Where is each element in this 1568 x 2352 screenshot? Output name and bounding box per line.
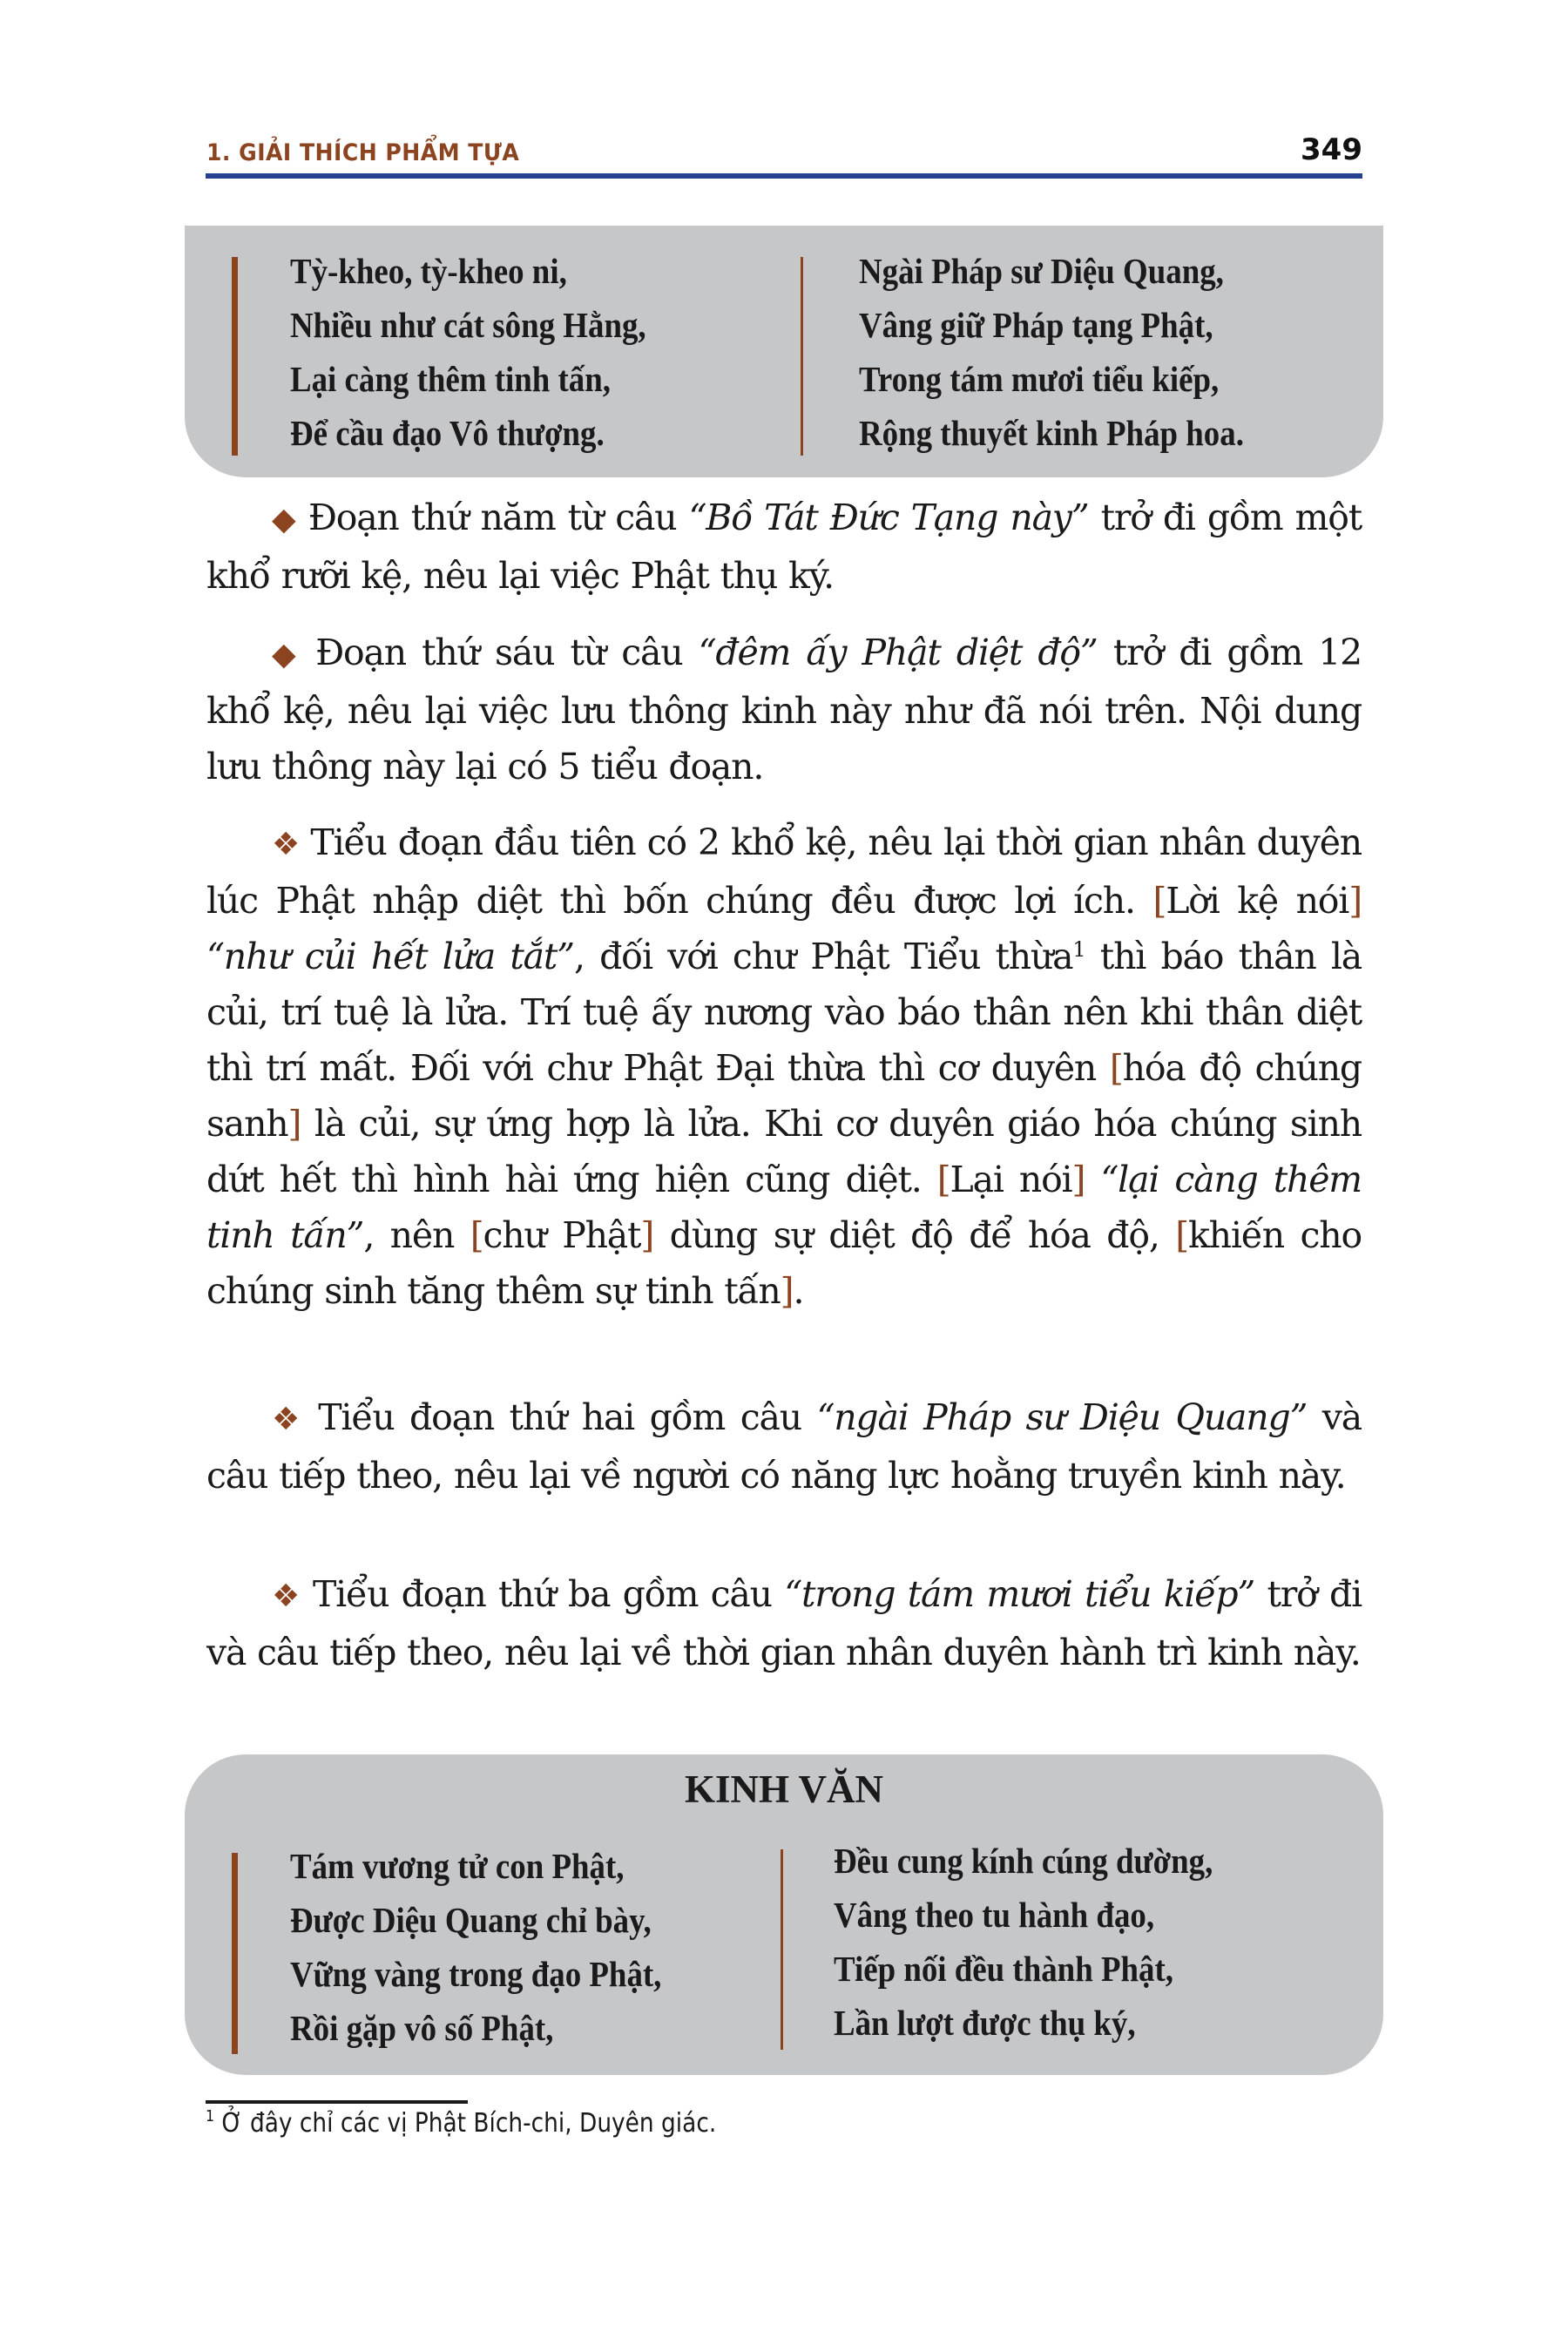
verse-box-1 — [185, 226, 1383, 477]
verse-line: Trong tám mươi tiểu kiếp, — [859, 359, 1220, 399]
bracketed-text: hóa độ chúng sanh — [206, 1047, 1362, 1145]
bracket-open: [ — [470, 1214, 483, 1256]
box-heading: KINH VĂN — [685, 1767, 883, 1811]
verse-line: Được Diệu Quang chỉ bày, — [290, 1900, 652, 1940]
paragraph-subsection-3 — [206, 1566, 1362, 1680]
quote: “đêm ấy Phật diệt độ” — [698, 632, 1098, 673]
bracket-open: [ — [1152, 880, 1166, 922]
verse-column-left — [290, 1839, 661, 2055]
paragraph-subsection-2 — [206, 1389, 1362, 1504]
four-diamond-bullet-icon: ❖ — [272, 1578, 301, 1614]
body-text — [206, 625, 1362, 794]
text: Đoạn thứ sáu từ câu — [315, 632, 699, 673]
verse-column-right — [859, 244, 1244, 460]
bracket-close: ] — [1071, 1159, 1085, 1200]
footnote-rule — [206, 2100, 468, 2104]
quote: “như củi hết lửa tắt” — [206, 936, 574, 977]
diamond-bullet-icon: ◆ — [272, 502, 296, 537]
quote: “ngài Pháp sư Diệu Quang” — [816, 1396, 1308, 1438]
bracket-open: [ — [936, 1159, 950, 1200]
quote: “Bồ Tát Đức Tạng này” — [688, 497, 1089, 538]
text: là củi, sự ứng hợp là lửa. Khi cơ duyên giáo hóa chúng sinh dứt hết thì hình hài ứng hiện cũng diệt. — [206, 1103, 1362, 1200]
text: . — [793, 1270, 804, 1312]
page-number: 349 — [1301, 132, 1362, 167]
footnote-marker: 1 — [206, 2107, 215, 2126]
verse-line: Tám vương tử con Phật, — [290, 1846, 625, 1886]
verse-line: Để cầu đạo Vô thượng. — [290, 413, 605, 453]
four-diamond-bullet-icon: ❖ — [272, 827, 300, 862]
footnote — [206, 2108, 716, 2139]
verse-line: Nhiều như cát sông Hằng, — [290, 305, 646, 345]
bracketed-text: Lời kệ nói — [1166, 880, 1349, 922]
bracket-open: [ — [1175, 1214, 1188, 1256]
body-text — [206, 1566, 1362, 1680]
bracket-close: ] — [640, 1214, 654, 1256]
header-rule — [206, 173, 1362, 179]
bracketed-text: chư Phật — [483, 1214, 641, 1256]
bracket-close: ] — [780, 1270, 794, 1312]
body-text — [206, 1389, 1362, 1504]
running-header — [206, 132, 1362, 167]
verse-line: Vâng theo tu hành đạo, — [834, 1895, 1155, 1935]
text: , đối với chư Phật Tiểu thừa — [573, 936, 1073, 977]
four-diamond-bullet-icon: ❖ — [272, 1402, 303, 1437]
text: Tiểu đoạn đầu tiên có 2 khổ kệ, nêu lại thời gian nhân duyên lúc Phật nhập diệt thì bốn chúng đều được lợi ích. — [206, 821, 1362, 922]
text: trở đi gồm một khổ rưỡi kệ, nêu lại việc Phật thụ ký. — [206, 497, 1362, 597]
verse-line: Lại càng thêm tinh tấn, — [290, 359, 612, 399]
verse-column-right — [834, 1834, 1213, 2050]
verse-line: Đều cung kính cúng dường, — [834, 1841, 1213, 1881]
verse-line: Tỳ-kheo, tỳ-kheo ni, — [290, 251, 567, 291]
verse-line: Rộng thuyết kinh Pháp hoa. — [859, 413, 1244, 453]
verse-accent-bar-left — [232, 257, 238, 456]
verse-line: Lần lượt được thụ ký, — [834, 2003, 1136, 2043]
quote: “trong tám mươi tiểu kiếp” — [784, 1573, 1255, 1615]
text: thì báo thân là củi, trí tuệ là lửa. Trí tuệ ấy nương vào báo thân nên khi thân diệt thì trí mất. Đối với chư Phật Đại thừa thì cơ duyên — [206, 936, 1362, 1089]
text: trở đi gồm 12 khổ kệ, nêu lại việc lưu thông kinh này như đã nói trên. Nội dung lưu thông này lại có 5 tiểu đoạn. — [206, 632, 1362, 787]
bracket-close: ] — [287, 1103, 301, 1145]
bracketed-text: khiến cho chúng sinh tăng thêm sự tinh tấn — [206, 1214, 1362, 1312]
text: dùng sự diệt độ để hóa độ, — [653, 1214, 1176, 1256]
text: và câu tiếp theo, nêu lại về người có năng lực hoằng truyền kinh này. — [206, 1396, 1362, 1497]
verse-line: Tiếp nối đều thành Phật, — [834, 1949, 1173, 1989]
verse-accent-bar-left — [232, 1853, 238, 2054]
text: , nên — [363, 1214, 470, 1256]
verse-line: Rồi gặp vô số Phật, — [290, 2008, 554, 2048]
bracket-open: [ — [1109, 1047, 1123, 1089]
text: Đoạn thứ năm từ câu — [308, 497, 689, 538]
body-text — [206, 814, 1362, 1319]
section-title: 1. GIẢI THÍCH PHẨM TỰA — [206, 139, 520, 166]
verse-divider — [781, 1849, 783, 2050]
verse-box-2 — [185, 1754, 1383, 2075]
diamond-bullet-icon: ◆ — [272, 637, 300, 672]
paragraph-6th-section — [206, 625, 1362, 794]
text: trở đi và câu tiếp theo, nêu lại về thời gian nhân duyên hành trì kinh này. — [206, 1573, 1362, 1673]
body-text — [206, 490, 1362, 604]
text: Tiểu đoạn thứ hai gồm câu — [318, 1396, 817, 1438]
quote: “lại càng thêm tinh tấn” — [206, 1159, 1362, 1256]
verse-line: Ngài Pháp sư Diệu Quang, — [859, 251, 1224, 291]
verse-divider — [801, 257, 803, 456]
paragraph-subsection-1 — [206, 814, 1362, 1319]
text: Tiểu đoạn thứ ba gồm câu — [312, 1573, 785, 1615]
paragraph-5th-section — [206, 490, 1362, 604]
bracket-close: ] — [1348, 880, 1362, 922]
footnote-ref[interactable]: 1 — [1072, 937, 1085, 962]
footnote-text: Ở đây chỉ các vị Phật Bích-chi, Duyên giác. — [214, 2108, 717, 2139]
verse-line: Vững vàng trong đạo Phật, — [290, 1954, 662, 1994]
verse-line: Vâng giữ Pháp tạng Phật, — [859, 305, 1213, 345]
bracketed-text: Lại nói — [950, 1159, 1072, 1200]
verse-column-left — [290, 244, 646, 460]
